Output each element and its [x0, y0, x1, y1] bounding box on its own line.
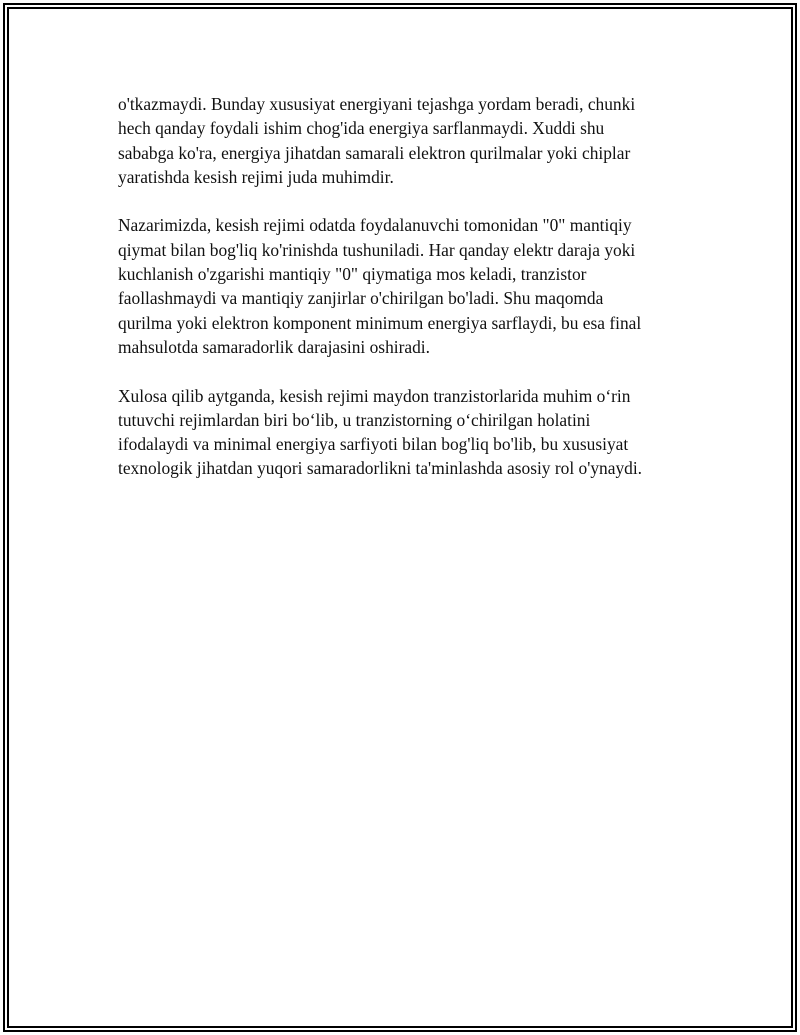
- text-line: texnologik jihatdan yuqori samaradorlikni ta'minlashda asosiy rol o'ynaydi.: [118, 458, 643, 479]
- text-line: mahsulotda samaradorlik darajasini oshiradi.: [118, 336, 430, 357]
- text-line: qurilma yoki elektron komponent minimum energiya sarflaydi, bu esa final: [118, 312, 642, 333]
- text-line: Xulosa qilib aytganda, kesish rejimi maydon tranzistorlarida muhim o‘rin: [118, 385, 631, 406]
- text-line: tutuvchi rejimlardan biri bo‘lib, u tranzistorning o‘chirilgan holatini: [118, 409, 591, 430]
- paragraph-2: [118, 213, 678, 359]
- text-line: qiymat bilan bog'liq ko'rinishda tushuniladi. Har qanday elektr daraja yoki: [118, 239, 636, 260]
- paragraph-1: [118, 92, 678, 189]
- text-line: o'tkazmaydi. Bunday xususiyat energiyani tejashga yordam beradi, chunki: [118, 94, 636, 114]
- document-body: [118, 92, 678, 505]
- text-line: Nazarimizda, kesish rejimi odatda foydalanuvchi tomonidan "0" mantiqiy: [118, 215, 632, 236]
- text-line: ifodalaydi va minimal energiya sarfiyoti bilan bog'liq bo'lib, bu xususiyat: [118, 434, 629, 455]
- text-line: kuchlanish o'zgarishi mantiqiy "0" qiymatiga mos keladi, tranzistor: [118, 264, 587, 285]
- text-line: hech qanday foydali ishim chog'ida energiya sarflanmaydi. Xuddi shu: [118, 118, 605, 139]
- text-line: sababga ko'ra, energiya jihatdan samarali elektron qurilmalar yoki chiplar: [118, 142, 631, 163]
- paragraph-3: [118, 384, 678, 481]
- text-line: faollashmaydi va mantiqiy zanjirlar o'chirilgan bo'ladi. Shu maqomda: [118, 288, 604, 309]
- text-line: yaratishda kesish rejimi juda muhimdir.: [118, 166, 394, 187]
